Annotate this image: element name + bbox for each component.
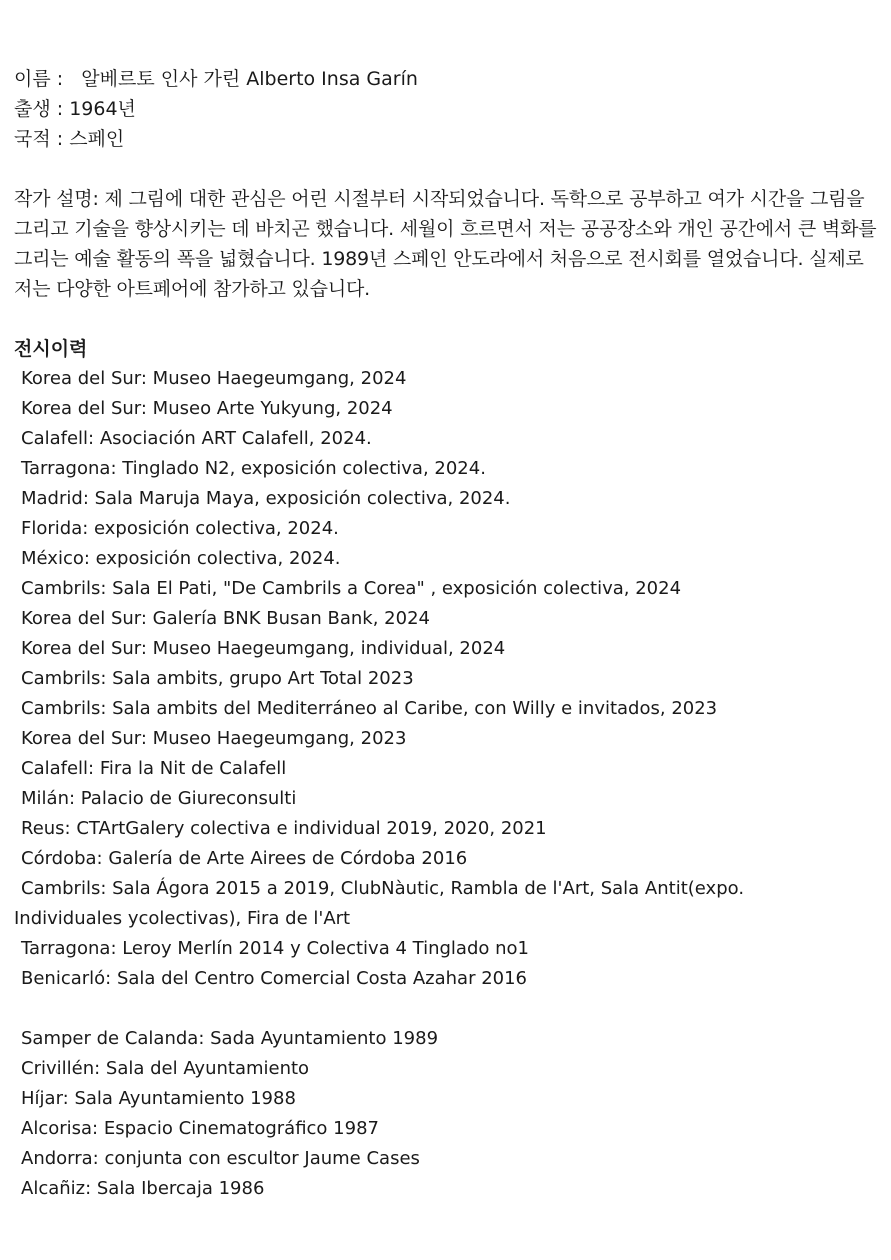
- exhibition-item: Cambrils: Sala El Pati, "De Cambrils a Corea" , exposición colectiva, 2024: [21, 578, 682, 599]
- exhibition-item: Córdoba: Galería de Arte Airees de Córdoba 2016: [21, 848, 468, 869]
- exhibition-item: México: exposición colectiva, 2024.: [21, 548, 341, 569]
- exhibition-item-continuation: [14, 904, 879, 934]
- nationality-value: 스페인: [69, 128, 125, 150]
- artist-description: [14, 184, 884, 304]
- exhibition-item: Crivillén: Sala del Ayuntamiento: [21, 1058, 310, 1079]
- exhibition-item: Andorra: conjunta con escultor Jaume Cases: [21, 1148, 420, 1169]
- spacer: [14, 304, 879, 334]
- description-label: 작가 설명:: [14, 188, 99, 210]
- name-value: 알베르토 인사 가린 Alberto Insa Garín: [81, 68, 418, 90]
- exhibition-list: [14, 364, 879, 994]
- exhibition-item: Florida: exposición colectiva, 2024.: [21, 518, 339, 539]
- birth-label: 출생 :: [14, 98, 64, 120]
- exhibition-item-line: Individuales ycolectivas), Fira de l'Art: [14, 908, 351, 929]
- exhibition-item: Tarragona: Tinglado N2, exposición colectiva, 2024.: [21, 458, 486, 479]
- exhibition-item: Samper de Calanda: Sada Ayuntamiento 1989: [21, 1028, 439, 1049]
- artist-profile-document: [14, 64, 879, 1204]
- exhibition-item: Milán: Palacio de Giureconsulti: [21, 788, 297, 809]
- exhibition-item-multiline: [14, 874, 879, 904]
- birth-value: 1964년: [69, 98, 136, 120]
- exhibition-item-line: Cambrils: Sala Ágora 2015 a 2019, ClubNàutic, Rambla de l'Art, Sala Antit(expo.: [21, 878, 745, 899]
- exhibition-item: Benicarló: Sala del Centro Comercial Costa Azahar 2016: [21, 968, 528, 989]
- exhibition-item: Tarragona: Leroy Merlín 2014 y Colectiva 4 Tinglado no1: [21, 938, 529, 959]
- exhibition-item: Korea del Sur: Galería BNK Busan Bank, 2024: [21, 608, 430, 629]
- exhibition-item: Alcañiz: Sala Ibercaja 1986: [21, 1178, 265, 1199]
- exhibition-item: Alcorisa: Espacio Cinematográfico 1987: [21, 1118, 379, 1139]
- exhibition-item: Cambrils: Sala ambits del Mediterráneo al Caribe, con Willy e invitados, 2023: [21, 698, 718, 719]
- exhibition-item: Korea del Sur: Museo Arte Yukyung, 2024: [21, 398, 393, 419]
- birth-row: [14, 94, 879, 124]
- exhibition-item: Korea del Sur: Museo Haegeumgang, 2023: [21, 728, 407, 749]
- exhibition-item: Calafell: Asociación ART Calafell, 2024.: [21, 428, 372, 449]
- description-text: 제 그림에 대한 관심은 어린 시절부터 시작되었습니다. 독학으로 공부하고 여가 시간을 그림을 그리고 기술을 향상시키는 데 바치곤 했습니다. 세월이 흐르면서 저는 공공장소와 개인 공간에서 큰 벽화를 그리는 예술 활동의 폭을 넓혔습니다. 1989년 스페인 안도라에서 처음으로 전시회를 열었습니다. 실제로 저는 다양한 아트페어에 참가하고 있습니다.: [14, 188, 877, 300]
- exhibition-item: Reus: CTArtGalery colectiva e individual 2019, 2020, 2021: [21, 818, 547, 839]
- name-row: [14, 64, 879, 94]
- spacer: [14, 994, 879, 1024]
- exhibition-item: Korea del Sur: Museo Haegeumgang, individual, 2024: [21, 638, 506, 659]
- exhibition-item: Calafell: Fira la Nit de Calafell: [21, 758, 287, 779]
- exhibition-item: Cambrils: Sala ambits, grupo Art Total 2023: [21, 668, 414, 689]
- name-label: 이름 :: [14, 68, 64, 90]
- exhibition-item: Madrid: Sala Maruja Maya, exposición colectiva, 2024.: [21, 488, 511, 509]
- exhibition-item: Híjar: Sala Ayuntamiento 1988: [21, 1088, 296, 1109]
- early-exhibition-list: [14, 1024, 879, 1204]
- nationality-row: [14, 124, 879, 154]
- exhibition-item: Korea del Sur: Museo Haegeumgang, 2024: [21, 368, 407, 389]
- exhibition-history-title: 전시이력: [14, 338, 88, 360]
- nationality-label: 국적 :: [14, 128, 64, 150]
- spacer: [14, 154, 879, 184]
